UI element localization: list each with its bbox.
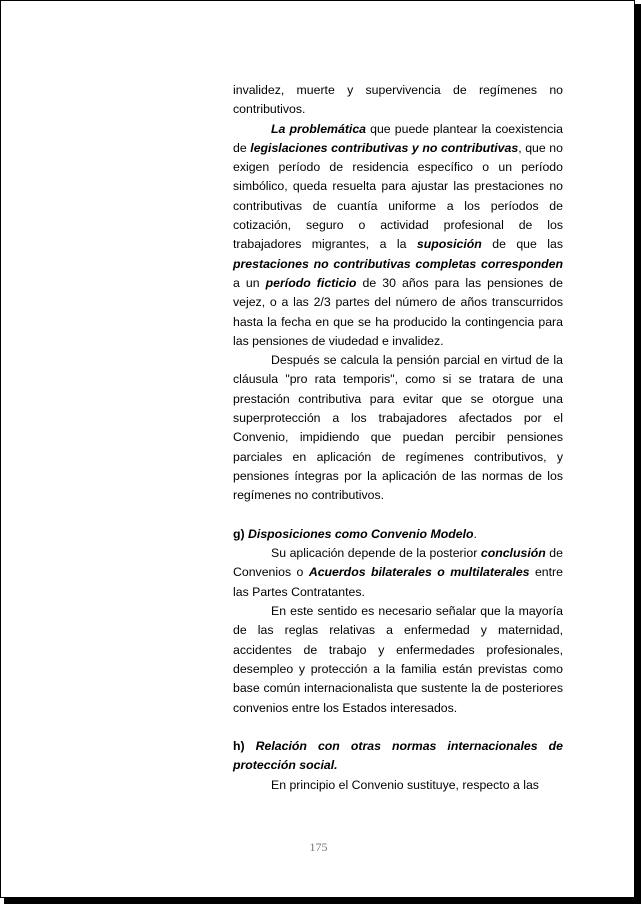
- page-number: 175: [309, 840, 328, 854]
- section-letter: g): [233, 526, 249, 541]
- text-run: En este sentido es necesario señalar que la mayoría de las reglas relativas a enfermedad y maternidad, accidentes de trabajo y enfermedades profesionales, desempleo y protección a la familia están previstas como base común internacionalista que sustente la de posteriores convenios entre los Estados interesados.: [233, 604, 563, 715]
- text-run: Su aplicación depende de la posterior: [271, 546, 481, 561]
- section-heading-g: [233, 525, 563, 544]
- page-shadow-bottom: [4, 898, 641, 904]
- page-shadow-right: [635, 4, 641, 904]
- paragraph-spacer: [233, 718, 563, 737]
- paragraph-spacer: [233, 506, 563, 525]
- paragraph-pro-rata: [233, 351, 563, 505]
- text-run: , que no exigen período de residencia específico o un período simbólico, queda resuelta para ajustar las prestaciones no contributivas de cuantía uniforme a los períodos de cotización, seguro o actividad profesional de los trabajadores migrantes, a la: [233, 140, 563, 252]
- emphasis-text: La problemática: [271, 121, 367, 136]
- emphasis-text: Acuerdos bilaterales o multilaterales: [308, 565, 530, 580]
- text-run: invalidez, muerte y supervivencia de regímenes no contributivos.: [233, 83, 563, 117]
- text-run: de Convenios o: [233, 546, 563, 580]
- text-run: .: [473, 526, 477, 541]
- text-run: que puede plantear la coexistencia de: [233, 121, 563, 155]
- text-run: de 30 años para las pensiones de vejez, o a las 2/3 partes del número de años transcurridos hasta la fecha en que se ha producido la contingencia para las pensiones de viudedad e invalidez.: [233, 275, 563, 348]
- text-run: Después se calcula la pensión parcial en virtud de la cláusula "pro rata temporis", como si se tratara de una prestación contributiva para evitar que se otorgue una superprotección a los trabajadores afectados por el Convenio, impidiendo que puedan percibir pensiones parciales en aplicación de regímenes contributivos, y pensiones íntegras por la aplicación de las normas de los regímenes no contributivos.: [233, 353, 563, 503]
- text-run: a un: [233, 275, 266, 290]
- emphasis-text: suposición: [416, 237, 482, 252]
- emphasis-text: período ficticio: [265, 275, 357, 290]
- section-heading-h: [233, 737, 563, 776]
- text-run: entre las Partes Contratantes.: [233, 565, 563, 599]
- text-run: de que las: [481, 237, 564, 252]
- paragraph-continuation: [233, 81, 563, 120]
- paragraph-aplicacion: [233, 544, 563, 602]
- emphasis-text: prestaciones no contributivas completas corresponden: [233, 256, 563, 271]
- paragraph-problematica: [233, 120, 563, 352]
- section-title: Disposiciones como Convenio Modelo: [248, 526, 474, 541]
- section-letter: h): [233, 739, 256, 754]
- emphasis-text: legislaciones contributivas y no contributivas: [250, 140, 519, 155]
- section-title: Relación con otras normas internacionales de protección social.: [233, 739, 564, 773]
- emphasis-text: conclusión: [480, 546, 546, 561]
- text-run: En principio el Convenio sustituye, respecto a las: [271, 777, 539, 792]
- paragraph-mayoria: [233, 602, 563, 718]
- paragraph-principio: [233, 776, 563, 795]
- body-text: [233, 81, 563, 795]
